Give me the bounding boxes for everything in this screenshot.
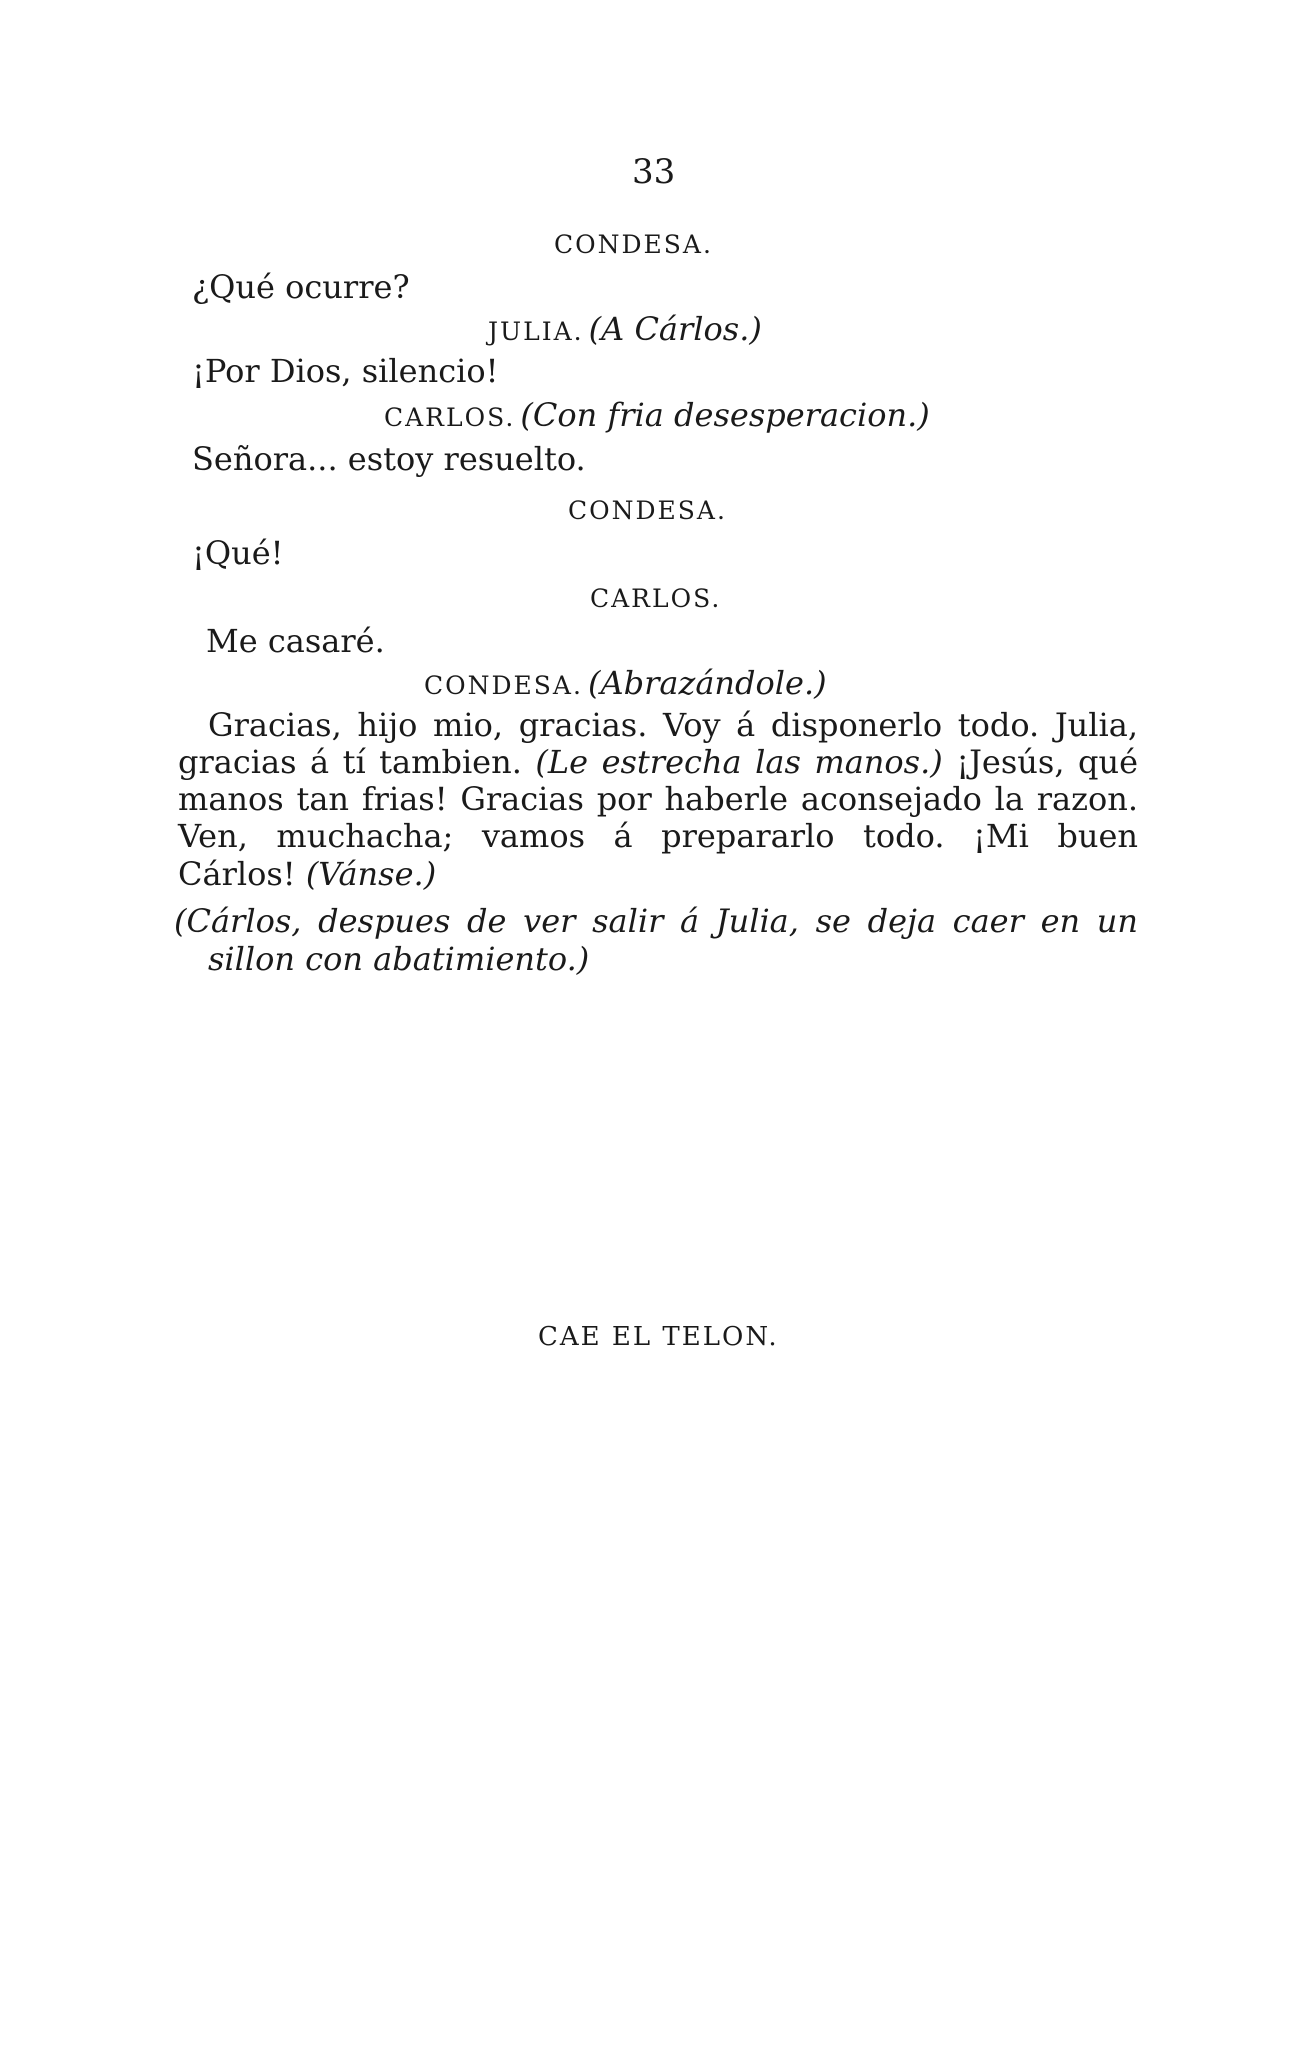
speaker-carlos: CARLOS.: [590, 584, 722, 613]
stage-direction: (Abrazándole.): [588, 664, 827, 702]
paragraph-line: Cárlos! (Vánse.): [178, 855, 437, 893]
dialogue-line: ¿Qué ocurre?: [192, 268, 410, 306]
speaker-condesa: CONDESA.: [554, 230, 713, 259]
curtain-line: CAE EL TELON.: [538, 1322, 779, 1352]
page-number: 33: [632, 152, 676, 192]
stage-direction: (Con fria desesperacion.): [520, 396, 930, 434]
stage-direction: (Le estrecha las manos.): [535, 743, 943, 781]
stage-direction: (Vánse.): [305, 855, 437, 893]
dialogue-line: ¡Qué!: [192, 534, 284, 572]
dialogue-line: Me casaré.: [206, 622, 385, 660]
dialogue-line: Señora... estoy resuelto.: [192, 440, 586, 478]
speaker-condesa: CONDESA.: [424, 671, 583, 700]
stage-direction-line: sillon con abatimiento.): [208, 940, 590, 978]
stage-direction: (A Cárlos.): [588, 310, 762, 348]
speaker-with-stage: [488, 310, 762, 348]
stage-direction-line: (Cárlos, despues de ver salir á Julia, se deja caer en un: [174, 902, 1138, 940]
speaker-with-stage: [384, 396, 930, 434]
paragraph-line: Gracias, hijo mio, gracias. Voy á disponerlo todo. Julia,: [208, 706, 1138, 744]
dialogue-line: ¡Por Dios, silencio!: [192, 352, 499, 390]
speaker-julia: JULIA.: [488, 317, 584, 346]
speaker-with-stage: [424, 664, 827, 702]
speaker-condesa: CONDESA.: [568, 496, 727, 525]
paragraph-line: manos tan frias! Gracias por haberle aconsejado la razon.: [178, 780, 1138, 818]
paragraph-line: gracias á tí tambien. (Le estrecha las manos.) ¡Jesús, qué: [178, 743, 1139, 781]
speaker-carlos: CARLOS.: [384, 403, 516, 432]
paragraph-line: Ven, muchacha; vamos á prepararlo todo. ¡Mi buen: [178, 817, 1138, 855]
